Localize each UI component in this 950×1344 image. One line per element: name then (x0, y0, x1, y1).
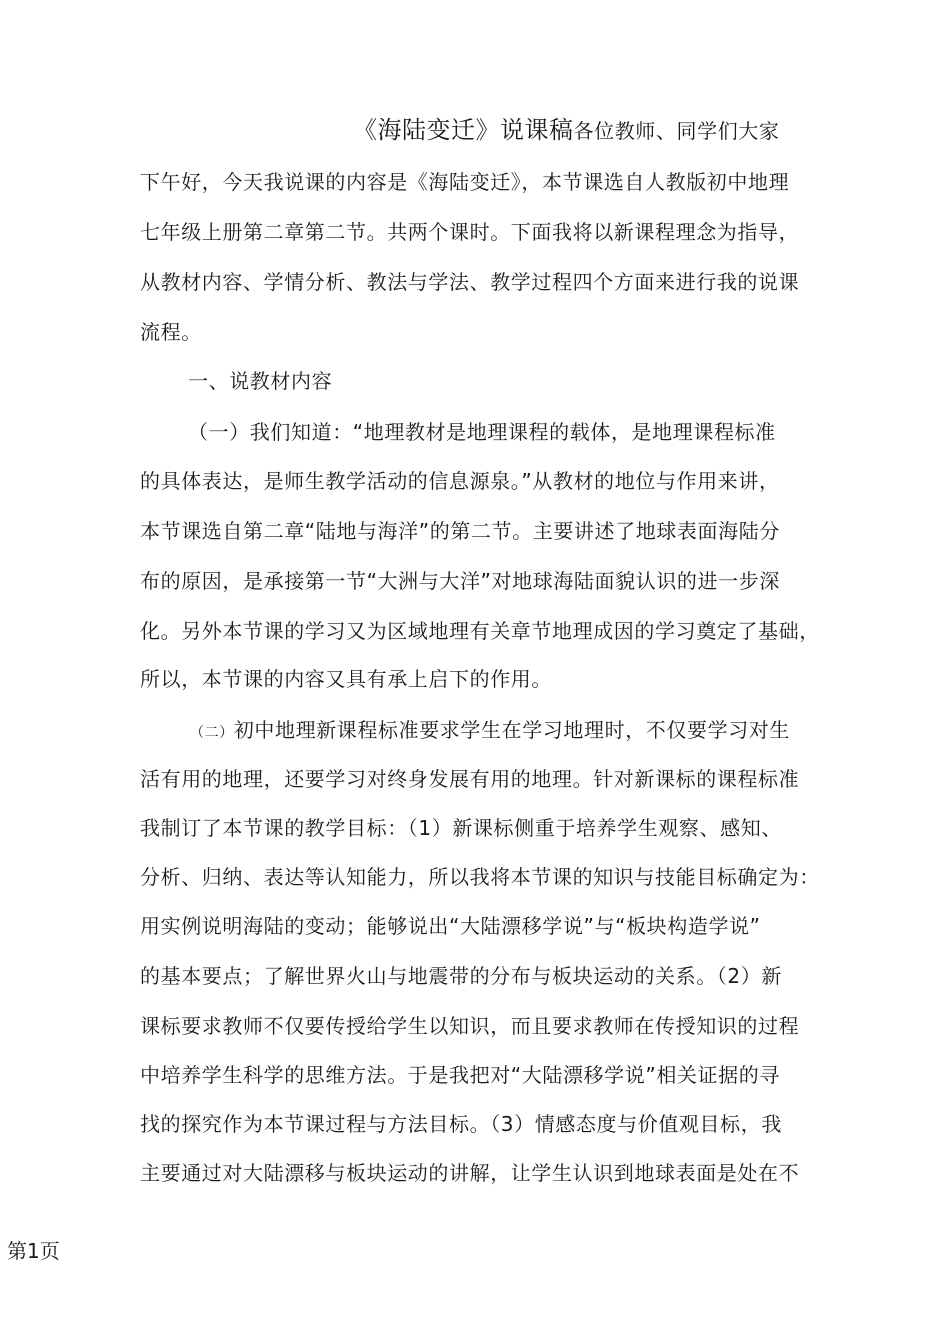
body-line: 主要通过对大陆漂移与板块运动的讲解，让学生认识到地球表面是处在不 (140, 1161, 800, 1185)
body-line: 中培养学生科学的思维方法。于是我把对“大陆漂移学说”相关证据的寻 (140, 1063, 780, 1087)
page-number: 第1页 (7, 1239, 60, 1263)
subsection-line (190, 717, 880, 746)
section-heading: 一、说教材内容 (188, 369, 333, 393)
body-line: 化。另外本节课的学习又为区域地理有关章节地理成因的学习奠定了基础， (140, 619, 820, 643)
greeting-start: 各位教师、同学们大家 (573, 119, 780, 143)
document-title: 《海陆变迁》说课稿 (353, 116, 574, 144)
body-line: 七年级上册第二章第二节。共两个课时。下面我将以新课程理念为指导， (140, 220, 800, 244)
section-marker: （二） (190, 725, 234, 741)
body-line: 的具体表达，是师生教学活动的信息源泉。”从教材的地位与作用来讲， (140, 469, 780, 493)
body-line: 课标要求教师不仅要传授给学生以知识，而且要求教师在传授知识的过程 (140, 1014, 800, 1038)
body-line: 分析、归纳、表达等认知能力，所以我将本节课的知识与技能目标确定为： (140, 865, 820, 889)
body-line: 流程。 (140, 320, 202, 344)
body-line: 下午好，今天我说课的内容是《海陆变迁》，本节课选自人教版初中地理 (140, 170, 790, 194)
body-line: 用实例说明海陆的变动；能够说出“大陆漂移学说”与“板块构造学说” (140, 914, 761, 938)
body-line: 的基本要点；了解世界火山与地震带的分布与板块运动的关系。（2）新 (140, 964, 782, 988)
title-line (353, 117, 833, 144)
body-text: 初中地理新课程标准要求学生在学习地理时，不仅要学习对生 (233, 718, 791, 742)
body-line: 所以，本节课的内容又具有承上启下的作用。 (140, 667, 552, 691)
body-line: 找的探究作为本节课过程与方法目标。（3）情感态度与价值观目标，我 (140, 1112, 782, 1136)
body-line: 我制订了本节课的教学目标：（1）新课标侧重于培养学生观察、感知、 (140, 816, 782, 840)
body-line: 从教材内容、学情分析、教法与学法、教学过程四个方面来进行我的说课 (140, 270, 800, 294)
body-line: 布的原因，是承接第一节“大洲与大洋”对地球海陆面貌认识的进一步深 (140, 569, 780, 593)
body-line: 活有用的地理，还要学习对终身发展有用的地理。针对新课标的课程标准 (140, 767, 800, 791)
body-line: （一）我们知道：“地理教材是地理课程的载体，是地理课程标准 (188, 420, 776, 444)
body-line: 本节课选自第二章“陆地与海洋”的第二节。主要讲述了地球表面海陆分 (140, 519, 780, 543)
